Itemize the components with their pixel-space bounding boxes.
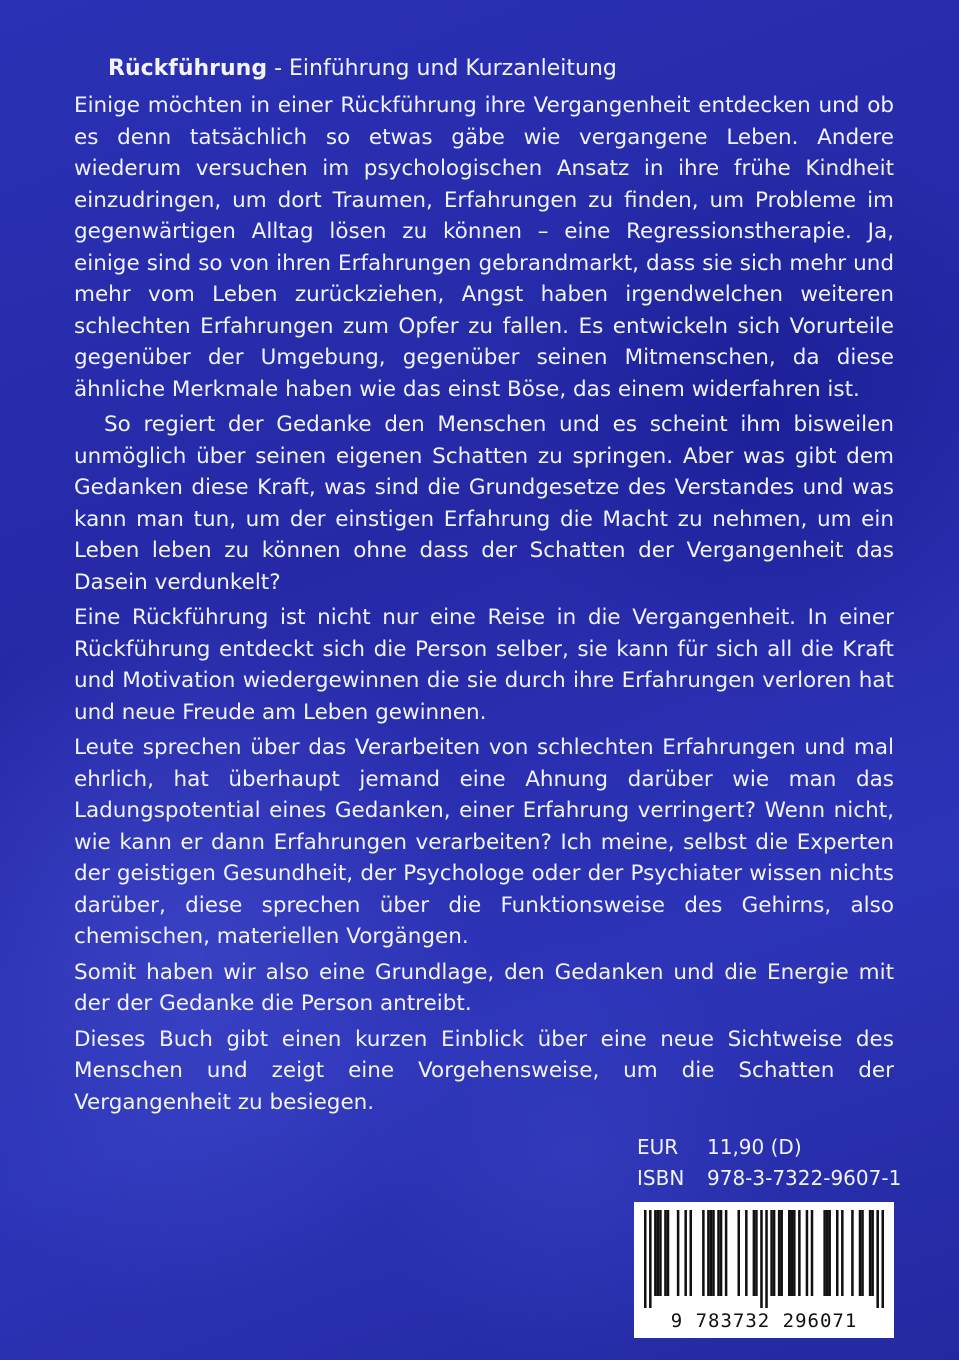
barcode-bar <box>712 1210 715 1296</box>
isbn-label: ISBN <box>637 1166 685 1190</box>
price-row <box>637 1132 901 1163</box>
barcode <box>634 1202 894 1338</box>
barcode-bar <box>717 1210 720 1296</box>
isbn-value: 978-3-7322-9607-1 <box>707 1166 902 1190</box>
blurb-heading <box>108 52 894 86</box>
barcode-bar <box>788 1210 791 1296</box>
paragraph-4: Leute sprechen über das Verarbeiten von schlechten Erfahrungen und mal ehrlich, hat überhaupt jemand eine Ahnung darüber wie man das Ladungspotential eines Gedanken, einer Erfahrung verringert? Wenn nicht, wie kann er dann Erfahrungen verarbeiten? Ich meine, selbst die Experten der geistigen Gesundheit, der Psychologe oder der Psychiater wissen nichts darüber, diese sprechen über die Funktionsweise des Gehirns, also chemischen, materiellen Vorgängen. <box>74 735 894 949</box>
book-subtitle: - Einführung und Kurzanleitung <box>274 56 617 81</box>
barcode-bar <box>823 1210 826 1296</box>
barcode-bar <box>859 1210 862 1296</box>
paragraph-5: Somit haben wir also eine Grundlage, den Gedanken und die Energie mit der der Gedanke die Person antreibt. <box>74 959 894 1016</box>
barcode-bar <box>811 1210 814 1296</box>
barcode-bar <box>798 1210 801 1296</box>
barcode-bar <box>876 1210 879 1308</box>
barcode-bar <box>745 1210 748 1296</box>
isbn-row <box>637 1163 901 1194</box>
barcode-bar <box>780 1210 783 1296</box>
price-value: 11,90 (D) <box>707 1135 802 1159</box>
barcode-bar <box>881 1210 884 1308</box>
barcode-bar <box>667 1210 670 1296</box>
barcode-bar <box>677 1210 680 1296</box>
barcode-bar <box>755 1210 758 1296</box>
barcode-bar <box>720 1210 723 1296</box>
book-title: Rückführung <box>108 56 268 81</box>
barcode-bar <box>778 1210 781 1296</box>
barcode-bar <box>773 1210 776 1296</box>
barcode-bar <box>753 1210 756 1296</box>
barcode-bar <box>725 1210 728 1296</box>
barcode-bar <box>871 1210 874 1296</box>
barcode-bar <box>793 1210 796 1296</box>
barcode-bar <box>851 1210 854 1296</box>
barcode-bar <box>826 1210 829 1296</box>
barcode-bar <box>765 1210 768 1308</box>
barcode-bar <box>664 1210 667 1296</box>
paragraph-6: Dieses Buch gibt einen kurzen Einblick über eine neue Sichtweise des Menschen und zeigt eine Vorgehensweise, um die Schatten der Vergangenheit zu besiegen. <box>74 1026 894 1115</box>
blurb-text <box>74 52 894 1122</box>
barcode-bar <box>710 1210 713 1296</box>
barcode-bar <box>869 1210 872 1296</box>
barcode-bars <box>644 1210 884 1308</box>
barcode-bar <box>654 1210 657 1296</box>
barcode-bar <box>841 1210 844 1296</box>
barcode-bar <box>760 1210 763 1308</box>
barcode-bar <box>684 1210 687 1296</box>
barcode-bar <box>657 1210 660 1296</box>
barcode-bar <box>689 1210 692 1296</box>
barcode-bar <box>791 1210 794 1296</box>
barcode-digits: 9 783732 296071 <box>670 1310 858 1332</box>
barcode-bar <box>836 1210 839 1296</box>
price-block <box>637 1132 901 1194</box>
currency-label: EUR <box>637 1135 679 1159</box>
barcode-bar <box>659 1210 662 1296</box>
barcode-bar <box>861 1210 864 1296</box>
paragraph-3: Eine Rückführung ist nicht nur eine Reise in die Vergangenheit. In einer Rückführung entdeckt sich die Person selber, sie kann für sich all die Kraft und Motivation wiedergewinnen die sie durch ihre Erfahrungen verloren hat und neue Freude am Leben gewinnen. <box>74 605 894 725</box>
barcode-bar <box>649 1210 652 1308</box>
barcode-bar <box>737 1210 740 1296</box>
paragraph-1: Einige möchten in einer Rückführung ihre Vergangenheit entdecken und ob es denn tatsächlich so etwas gäbe wie vergangene Leben. Andere wiederum versuchen im psychologischen Ansatz in ihre frühe Kindheit einzudringen, um dort Traumen, Erfahrungen zu finden, um Probleme im gegenwärtigen Alltag lösen zu können – eine Regressionstherapie. Ja, einige sind so von ihren Erfahrungen gebrandmarkt, dass sie sich mehr und mehr vom Leben zurückziehen, Angst haben irgendwelchen weiteren schlechten Erfahrungen zum Opfer zu fallen. Es entwickeln sich Vorurteile gegenüber der Umgebung, gegenüber seinen Mitmenschen, da diese ähnliche Merkmale haben wie das einst Böse, das einem widerfahren ist. <box>74 93 894 402</box>
barcode-bar <box>644 1210 647 1308</box>
barcode-bar <box>702 1210 705 1296</box>
barcode-bar <box>770 1210 773 1296</box>
barcode-bar <box>707 1210 710 1296</box>
barcode-bar <box>806 1210 809 1296</box>
barcode-bar <box>828 1210 831 1296</box>
paragraph-2: So regiert der Gedanke den Menschen und es scheint ihm bisweilen unmöglich über seinen eigenen Schatten zu springen. Aber was gibt dem Gedanken diese Kraft, was sind die Grundgesetze des Verstandes und was kann man tun, um der einstigen Erfahrung die Macht zu nehmen, um ein Leben leben zu können ohne dass der Schatten der Vergangenheit das Dasein verdunkelt? <box>74 412 894 595</box>
